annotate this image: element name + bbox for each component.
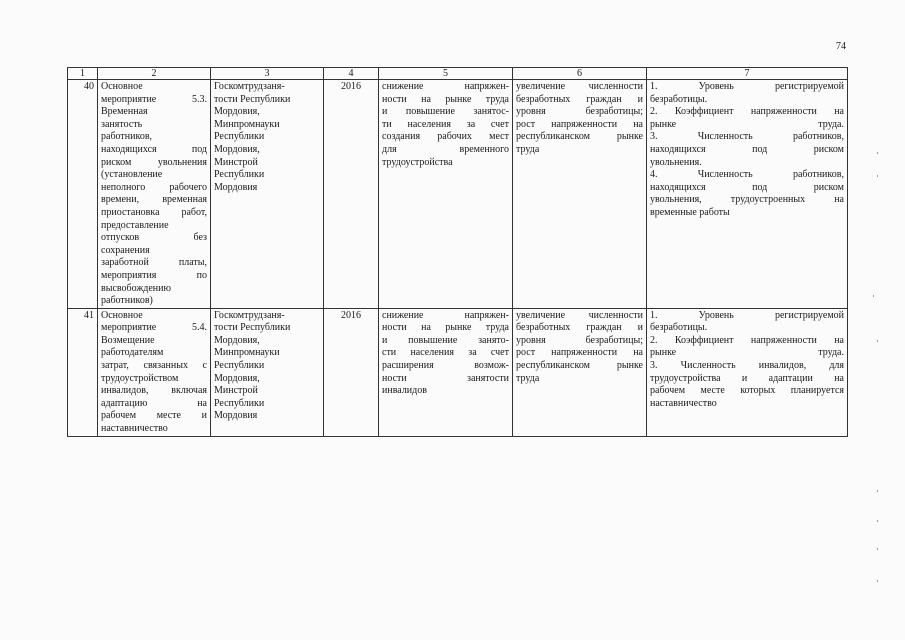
table-header [68,68,848,80]
executor-cell [211,80,324,309]
cell-line: увеличение численности [516,81,643,92]
cell-line: уровня безработицы; [516,334,643,346]
page-number: 74 [836,41,846,52]
cell-line: трудоустройства и адаптации на [650,372,844,384]
row-number-cell: 41 [68,308,98,436]
cell-line: безработных граждан и [516,93,643,105]
cell-line: Мордовия [214,410,258,422]
cell-line: ти населения за счет [382,118,509,130]
cell-line: трудоустройства [382,156,453,168]
cell-line: увеличение численности [516,309,643,321]
cell-line: Мордовия, [214,143,260,155]
cell-line: и повышение занятос- [382,106,509,118]
cell-line: находящихся под риском [650,181,844,193]
cell-line: 1. Уровень регистрируемой [650,309,844,321]
cell-line: Республики [214,360,265,372]
table-row [68,80,848,309]
cell-line: работников) [101,295,153,307]
column-header: 6 [513,68,647,80]
cell-line: Госкомтрудзаня- [214,309,285,321]
cell-line: тости Республики [214,93,291,105]
cell-line: тости Республики [214,322,291,334]
cell-line: наставничество [650,397,717,409]
cell-line: высвобождению [101,282,171,294]
cell-line: мероприятие 5.4. [101,322,207,334]
cell-line: сти населения за счет [382,347,509,359]
cell-line: рост напряженности на [516,347,643,359]
cell-line: Мордовия, [214,106,260,118]
cell-line: Республики [214,169,265,181]
cell-line: 3. Численность работников, [650,131,844,143]
indicators-cell [647,80,848,309]
cell-line: Основное [101,81,143,92]
column-header: 1 [68,68,98,80]
cell-line: Госкомтрудзаня- [214,81,285,92]
measures-table [67,67,848,437]
header-row [68,68,848,80]
cell-line: работников, [101,131,153,143]
cell-line: труда [516,372,540,384]
table-row [68,308,848,436]
cell-line: рынке труда. [650,118,844,130]
cell-line: рост напряженности на [516,118,643,130]
cell-line: инвалидов, включая [101,385,207,397]
cell-line: труда [516,143,540,155]
cell-line: и повышение занято- [382,334,509,346]
cell-line: Республики [214,131,265,143]
cell-line: Временная [101,106,148,118]
cell-line: приостановка работ, [101,206,207,218]
cell-line: 2. Коэффициент напряженности на [650,106,844,118]
result-cell [513,80,647,309]
cell-line: Мордовия, [214,372,260,384]
cell-line: ности на рынке труда [382,322,509,334]
cell-line: 3. Численность инвалидов, для [650,360,844,372]
cell-line: находящихся под [101,143,207,155]
cell-line: 2. Коэффициент напряженности на [650,334,844,346]
cell-line: рабочем месте и [101,410,207,422]
cell-line: затрат, связанных с [101,360,207,372]
effect-cell [379,80,513,309]
cell-line: инвалидов [382,385,427,397]
cell-line: безработных граждан и [516,322,643,334]
year-cell: 2016 [324,80,379,309]
cell-line: мероприятие 5.3. [101,93,207,105]
cell-line: республиканском рынке [516,360,643,372]
cell-line: Возмещение [101,334,155,346]
activity-cell [98,308,211,436]
cell-line: снижение напряжен- [382,81,509,92]
cell-line: наставничество [101,423,168,435]
activity-cell [98,80,211,309]
cell-line: работодателям [101,347,164,359]
indicators-cell [647,308,848,436]
cell-line: Минпромнауки [214,347,280,359]
cell-line: отпусков без [101,232,207,244]
cell-line: адаптацию на [101,397,207,409]
column-header: 2 [98,68,211,80]
cell-line: временные работы [650,206,730,218]
row-number-cell: 40 [68,80,98,309]
cell-line: Минстрой [214,156,258,168]
cell-line: 4. Численность работников, [650,169,844,181]
cell-line: трудоустройством [101,372,179,384]
cell-line: ности на рынке труда [382,93,509,105]
cell-line: создания рабочих мест [382,131,509,143]
cell-line: 1. Уровень регистрируемой [650,81,844,92]
cell-line: расширения возмож- [382,360,509,372]
cell-line: Республики [214,397,265,409]
cell-line: республиканском рынке [516,131,643,143]
cell-line: неполного рабочего [101,181,207,193]
cell-line: Минпромнауки [214,118,280,130]
year-cell: 2016 [324,308,379,436]
cell-line: увольнения, трудоустроенных на [650,194,844,206]
cell-line: уровня безработицы; [516,106,643,118]
cell-line: сохранения [101,244,150,256]
cell-line: Минстрой [214,385,258,397]
cell-line: для временного [382,143,509,155]
cell-line: предоставление [101,219,169,231]
column-header: 4 [324,68,379,80]
column-header: 7 [647,68,848,80]
cell-line: Мордовия, [214,334,260,346]
cell-line: времени, временная [101,194,207,206]
executor-cell [211,308,324,436]
column-header: 3 [211,68,324,80]
cell-line: мероприятия по [101,269,207,281]
cell-line: рынке труда. [650,347,844,359]
cell-line: (установление [101,169,163,181]
cell-line: занятость [101,118,143,130]
cell-line: находящихся под риском [650,143,844,155]
cell-line: ности занятости [382,372,509,384]
cell-line: Мордовия [214,181,258,193]
cell-line: Основное [101,309,143,321]
column-header: 5 [379,68,513,80]
cell-line: снижение напряжен- [382,309,509,321]
cell-line: безработицы. [650,322,708,334]
cell-line: рабочем месте которых планируется [650,385,844,397]
cell-line: безработицы. [650,93,708,105]
cell-line: риском увольнения [101,156,207,168]
result-cell [513,308,647,436]
effect-cell [379,308,513,436]
cell-line: увольнения. [650,156,702,168]
cell-line: заработной платы, [101,257,207,269]
table-body [68,80,848,437]
